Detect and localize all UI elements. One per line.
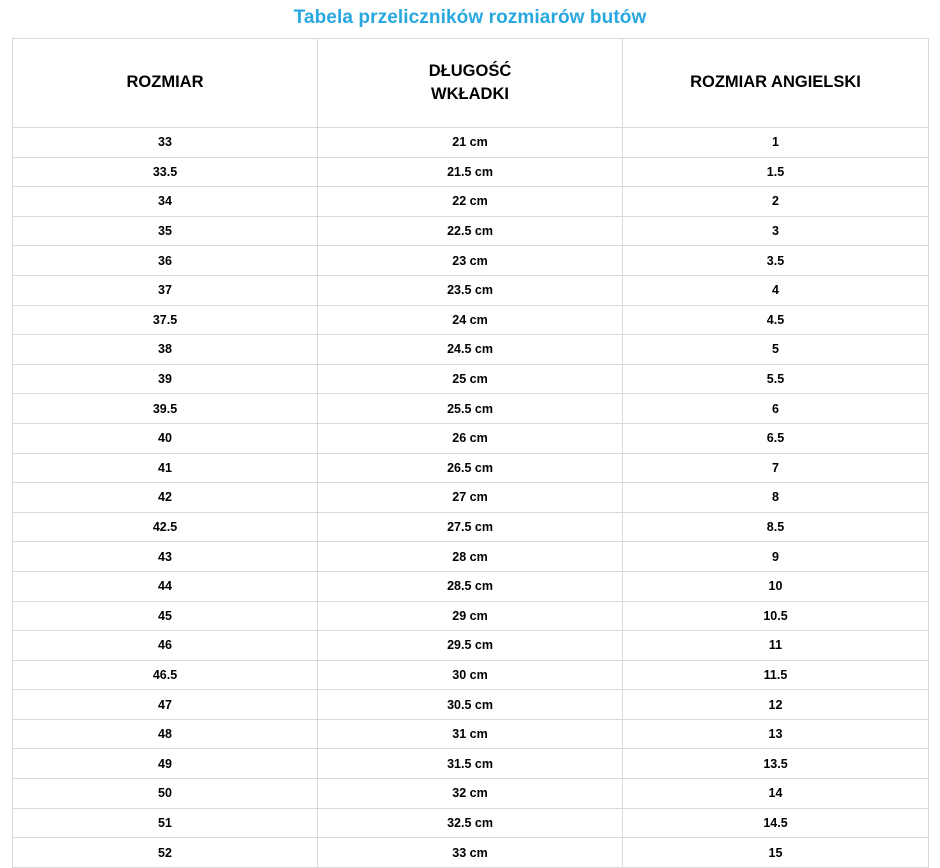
column-header-line: ROZMIAR — [126, 73, 204, 92]
cell-rozmiar-angielski: 1.5 — [623, 157, 929, 187]
cell-rozmiar-angielski: 14.5 — [623, 808, 929, 838]
cell-dlugosc-wkladki: 26 cm — [318, 423, 623, 453]
cell-rozmiar-angielski: 14 — [623, 779, 929, 809]
cell-rozmiar: 37.5 — [13, 305, 318, 335]
table-row — [13, 779, 929, 809]
cell-rozmiar-angielski: 4 — [623, 275, 929, 305]
cell-rozmiar-angielski: 7 — [623, 453, 929, 483]
table-row — [13, 601, 929, 631]
cell-rozmiar: 46 — [13, 631, 318, 661]
column-header-2 — [318, 39, 623, 128]
cell-rozmiar-angielski: 3 — [623, 216, 929, 246]
cell-rozmiar: 41 — [13, 453, 318, 483]
cell-rozmiar: 42 — [13, 483, 318, 513]
cell-rozmiar: 40 — [13, 423, 318, 453]
cell-rozmiar-angielski: 6.5 — [623, 423, 929, 453]
cell-rozmiar-angielski: 6 — [623, 394, 929, 424]
cell-dlugosc-wkladki: 23.5 cm — [318, 275, 623, 305]
cell-rozmiar-angielski: 5 — [623, 335, 929, 365]
table-row — [13, 335, 929, 365]
cell-rozmiar: 50 — [13, 779, 318, 809]
table-row — [13, 719, 929, 749]
table-row — [13, 305, 929, 335]
cell-dlugosc-wkladki: 24 cm — [318, 305, 623, 335]
column-header-line: ROZMIAR ANGIELSKI — [690, 73, 861, 92]
cell-rozmiar: 34 — [13, 187, 318, 217]
cell-rozmiar-angielski: 2 — [623, 187, 929, 217]
cell-rozmiar: 47 — [13, 690, 318, 720]
cell-rozmiar: 35 — [13, 216, 318, 246]
table-row — [13, 364, 929, 394]
cell-rozmiar: 42.5 — [13, 512, 318, 542]
cell-rozmiar: 33 — [13, 128, 318, 158]
table-row — [13, 749, 929, 779]
cell-rozmiar-angielski: 13.5 — [623, 749, 929, 779]
cell-dlugosc-wkladki: 28 cm — [318, 542, 623, 572]
cell-rozmiar-angielski: 5.5 — [623, 364, 929, 394]
table-row — [13, 394, 929, 424]
cell-dlugosc-wkladki: 32.5 cm — [318, 808, 623, 838]
column-header-1 — [13, 39, 318, 128]
cell-dlugosc-wkladki: 28.5 cm — [318, 571, 623, 601]
cell-dlugosc-wkladki: 29 cm — [318, 601, 623, 631]
cell-dlugosc-wkladki: 30.5 cm — [318, 690, 623, 720]
cell-rozmiar: 46.5 — [13, 660, 318, 690]
table-body — [13, 128, 929, 868]
cell-dlugosc-wkladki: 32 cm — [318, 779, 623, 809]
table-row — [13, 660, 929, 690]
table-row — [13, 838, 929, 868]
cell-dlugosc-wkladki: 21 cm — [318, 128, 623, 158]
cell-rozmiar: 39 — [13, 364, 318, 394]
table-row — [13, 571, 929, 601]
cell-dlugosc-wkladki: 22.5 cm — [318, 216, 623, 246]
cell-rozmiar: 36 — [13, 246, 318, 276]
cell-rozmiar-angielski: 10 — [623, 571, 929, 601]
column-header-line: DŁUGOŚĆ — [428, 61, 512, 80]
cell-rozmiar: 49 — [13, 749, 318, 779]
table-row — [13, 275, 929, 305]
cell-dlugosc-wkladki: 27 cm — [318, 483, 623, 513]
cell-rozmiar-angielski: 11 — [623, 631, 929, 661]
cell-rozmiar-angielski: 13 — [623, 719, 929, 749]
cell-dlugosc-wkladki: 30 cm — [318, 660, 623, 690]
column-header-3 — [623, 39, 929, 128]
cell-rozmiar-angielski: 11.5 — [623, 660, 929, 690]
cell-rozmiar-angielski: 8 — [623, 483, 929, 513]
cell-rozmiar-angielski: 12 — [623, 690, 929, 720]
page-title: Tabela przeliczników rozmiarów butów — [293, 7, 647, 28]
cell-rozmiar: 51 — [13, 808, 318, 838]
cell-rozmiar: 45 — [13, 601, 318, 631]
cell-rozmiar-angielski: 1 — [623, 128, 929, 158]
size-table-container — [0, 38, 940, 868]
cell-rozmiar-angielski: 15 — [623, 838, 929, 868]
cell-rozmiar: 38 — [13, 335, 318, 365]
cell-rozmiar: 43 — [13, 542, 318, 572]
table-row — [13, 690, 929, 720]
table-row — [13, 187, 929, 217]
column-header-line: WKŁADKI — [431, 85, 509, 103]
table-header-row — [13, 39, 929, 128]
table-row — [13, 246, 929, 276]
cell-dlugosc-wkladki: 25.5 cm — [318, 394, 623, 424]
cell-rozmiar: 52 — [13, 838, 318, 868]
table-row — [13, 808, 929, 838]
cell-dlugosc-wkladki: 31 cm — [318, 719, 623, 749]
table-row — [13, 423, 929, 453]
cell-dlugosc-wkladki: 26.5 cm — [318, 453, 623, 483]
table-row — [13, 483, 929, 513]
cell-dlugosc-wkladki: 29.5 cm — [318, 631, 623, 661]
table-row — [13, 631, 929, 661]
cell-rozmiar: 39.5 — [13, 394, 318, 424]
table-row — [13, 128, 929, 158]
cell-dlugosc-wkladki: 23 cm — [318, 246, 623, 276]
cell-dlugosc-wkladki: 22 cm — [318, 187, 623, 217]
cell-rozmiar: 33.5 — [13, 157, 318, 187]
cell-rozmiar-angielski: 9 — [623, 542, 929, 572]
table-row — [13, 157, 929, 187]
cell-dlugosc-wkladki: 24.5 cm — [318, 335, 623, 365]
cell-rozmiar: 44 — [13, 571, 318, 601]
cell-dlugosc-wkladki: 27.5 cm — [318, 512, 623, 542]
table-row — [13, 542, 929, 572]
cell-rozmiar-angielski: 10.5 — [623, 601, 929, 631]
cell-rozmiar: 37 — [13, 275, 318, 305]
cell-rozmiar-angielski: 8.5 — [623, 512, 929, 542]
table-row — [13, 453, 929, 483]
cell-dlugosc-wkladki: 25 cm — [318, 364, 623, 394]
cell-dlugosc-wkladki: 21.5 cm — [318, 157, 623, 187]
table-row — [13, 216, 929, 246]
shoe-size-conversion-table — [12, 38, 929, 868]
cell-rozmiar-angielski: 4.5 — [623, 305, 929, 335]
table-row — [13, 512, 929, 542]
cell-rozmiar-angielski: 3.5 — [623, 246, 929, 276]
cell-dlugosc-wkladki: 31.5 cm — [318, 749, 623, 779]
cell-rozmiar: 48 — [13, 719, 318, 749]
table-header — [13, 39, 929, 128]
cell-dlugosc-wkladki: 33 cm — [318, 838, 623, 868]
